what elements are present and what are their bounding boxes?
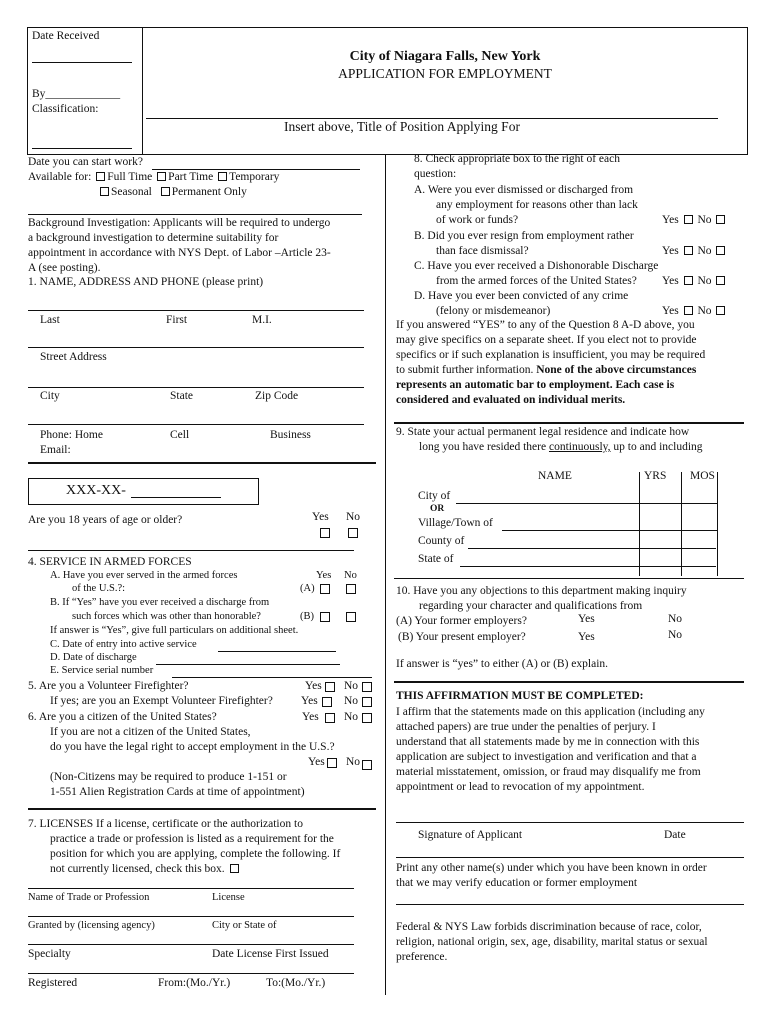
q6c-yes-checkbox[interactable] [327, 758, 337, 768]
background-line-3: appointment in accordance with NYS Dept. of Labor –Article 23- [28, 247, 331, 259]
q8a-line-3: of work or funds? [436, 214, 519, 226]
village-label: Village/Town of [418, 517, 493, 529]
q7-line-2: practice a trade or profession is listed as a requirement for the [50, 833, 334, 845]
full-time-label: Full Time [107, 171, 153, 183]
q6c-no-checkbox[interactable] [362, 760, 372, 770]
q8c-yes-checkbox[interactable] [684, 276, 693, 285]
q5b-no-checkbox[interactable] [362, 697, 372, 707]
name-line[interactable] [28, 310, 364, 311]
background-line-4: A (see posting). [28, 262, 101, 274]
q5b-yes-label: Yes [301, 695, 318, 707]
city-of-label: City of [418, 490, 451, 502]
other-names-line-1: Print any other name(s) under which you have been known in order [396, 862, 707, 874]
permanent-only-label: Permanent Only [171, 186, 247, 198]
affirmation-line-5: material misstatement, omission, or fraud may disqualify me from [396, 766, 701, 778]
title-box [142, 27, 748, 155]
start-date-field[interactable] [152, 169, 360, 170]
q4a-line-2: of the U.S.?: [72, 583, 126, 594]
temporary-checkbox[interactable] [218, 172, 227, 181]
q8b-no-checkbox[interactable] [716, 246, 725, 255]
street-line[interactable] [28, 347, 364, 348]
affirmation-line-1: I affirm that the statements made on this application (including any [396, 706, 705, 718]
q8a-answer [662, 214, 727, 226]
q6c-no-label: No [346, 756, 361, 768]
county-field[interactable] [468, 548, 716, 549]
q8b-line-1: B. Did you ever resign from employment rather [414, 230, 634, 242]
city-line[interactable] [28, 387, 364, 388]
residence-name-header: NAME [538, 470, 572, 482]
q4c-label: C. Date of entry into active service [50, 639, 197, 650]
other-names-field[interactable] [396, 904, 744, 905]
zip-label: Zip Code [255, 390, 299, 402]
q5-question: 5. Are you a Volunteer Firefighter? [28, 680, 189, 692]
village-field[interactable] [502, 530, 718, 531]
or-label: OR [430, 504, 445, 514]
q4b-tag: (B) [300, 611, 314, 622]
street-label: Street Address [40, 351, 107, 363]
last-label: Last [40, 314, 60, 326]
section-1-heading: 1. NAME, ADDRESS AND PHONE (please print) [28, 276, 264, 288]
mi-label: M.I. [252, 314, 272, 326]
state-of-label: State of [418, 553, 454, 565]
q8a-yes-label: Yes [662, 214, 679, 226]
granted-label: Granted by (licensing agency) [28, 920, 155, 931]
q4a-no-label: No [344, 570, 357, 581]
q7-line-4-text: not currently licensed, check this box. [50, 863, 225, 875]
q8c-line-2: from the armed forces of the United States? [436, 275, 637, 287]
availability-row [28, 171, 279, 183]
granted-line[interactable] [28, 916, 354, 917]
q8-note-4 [396, 364, 696, 376]
registered-line[interactable] [28, 973, 354, 974]
section-4-heading: 4. SERVICE IN ARMED FORCES [28, 556, 192, 568]
q10-line-1: 10. Have you any objections to this department making inquiry [396, 585, 687, 597]
q5-yes-label: Yes [305, 680, 322, 692]
q8-intro-2: question: [414, 168, 457, 180]
q8b-no-label: No [697, 245, 712, 257]
q8-note-4-text: to submit further information. [396, 364, 534, 376]
q5-yes-checkbox[interactable] [325, 682, 335, 692]
section-divider [394, 681, 744, 683]
seasonal-checkbox[interactable] [100, 187, 109, 196]
cell-label: Cell [170, 429, 190, 441]
table-right-edge [717, 472, 718, 576]
license-label: License [212, 892, 245, 903]
q8b-yes-label: Yes [662, 245, 679, 257]
city-state-label: City or State of [212, 920, 277, 931]
affirmation-title: THIS AFFIRMATION MUST BE COMPLETED: [396, 690, 644, 702]
divider [28, 214, 362, 215]
q8b-line-2: than face dismissal? [436, 245, 529, 257]
q8a-no-checkbox[interactable] [716, 215, 725, 224]
q8-note-1: If you answered “YES” to any of the Question 8 A-D above, you [396, 319, 695, 331]
q8c-no-label: No [697, 275, 712, 287]
date-received-label: Date Received [32, 30, 100, 42]
q5-no-checkbox[interactable] [362, 682, 372, 692]
q8d-no-checkbox[interactable] [716, 306, 725, 315]
from-label: From:(Mo./Yr.) [158, 977, 231, 989]
q10-former-yes[interactable]: Yes [578, 613, 595, 625]
q6-question: 6. Are you a citizen of the United States? [28, 711, 217, 723]
ssn-box[interactable] [28, 478, 259, 505]
federal-line-1: Federal & NYS Law forbids discrimination because of race, color, [396, 921, 702, 933]
ssn-field[interactable] [131, 497, 221, 498]
date-received-line[interactable] [32, 62, 132, 63]
divider [394, 578, 744, 579]
yrs-column-divider [639, 472, 640, 576]
email-label: Email: [40, 444, 71, 456]
trade-label: Name of Trade or Profession [28, 892, 150, 903]
form-title: APPLICATION FOR EMPLOYMENT [338, 66, 552, 81]
q6e-text: 1-551 Alien Registration Cards at time of appointment) [50, 786, 305, 798]
city-name: City of Niagara Falls, New York [349, 49, 541, 64]
q4d-field[interactable] [156, 664, 340, 665]
q8c-no-checkbox[interactable] [716, 276, 725, 285]
q9-tail: up to and including [613, 441, 703, 453]
other-names-line-2: that we may verify education or former employment [396, 877, 638, 889]
q4b-no-checkbox[interactable] [346, 612, 356, 622]
q5-no-label: No [344, 680, 359, 692]
q8-bold-2: represents an automatic bar to employment. Each case is [396, 379, 675, 391]
q6d-text: (Non-Citizens may be required to produce 1-151 or [50, 771, 287, 783]
q9-text: long you have resided there [419, 441, 547, 453]
business-label: Business [270, 429, 311, 441]
city-label: City [40, 390, 60, 402]
q10-present-no[interactable]: No [668, 629, 683, 641]
availability-row-2 [98, 186, 247, 198]
q4a-yes-checkbox[interactable] [320, 584, 330, 594]
residence-yrs-header: YRS [644, 470, 667, 482]
q7-line-1: 7. LICENSES If a license, certificate or the authorization to [28, 818, 303, 830]
q8c-yes-label: Yes [662, 275, 679, 287]
q8b-answer [662, 245, 727, 257]
affirmation-line-6: appointment or lead to revocation of my appointment. [396, 781, 645, 793]
classification-line[interactable] [32, 148, 132, 149]
q4b-line-2: such forces which was other than honorable? [72, 611, 261, 622]
permanent-only-checkbox[interactable] [161, 187, 170, 196]
affirmation-line-3: understand that all statements made by me in connection with this [396, 736, 700, 748]
registered-label: Registered [28, 977, 78, 989]
section-divider [394, 422, 744, 424]
age-no-checkbox[interactable] [348, 528, 358, 538]
q10-present-label: (B) Your present employer? [398, 631, 526, 643]
q6-yes-label: Yes [302, 711, 319, 723]
residence-mos-header: MOS [690, 470, 715, 482]
date-first-label: Date License First Issued [212, 948, 329, 960]
city-of-field[interactable] [456, 503, 718, 504]
q8d-line-2: (felony or misdemeanor) [436, 305, 551, 317]
q6-no-checkbox[interactable] [362, 713, 372, 723]
q7-line-4 [50, 863, 241, 875]
affirmation-line-2: attached papers) are true under the penalties of perjury. I [396, 721, 656, 733]
q8a-no-label: No [697, 214, 712, 226]
q6-yes-checkbox[interactable] [325, 713, 335, 723]
q6-no-label: No [344, 711, 359, 723]
q8c-line-1: C. Have you ever received a Dishonorable Discharge [414, 260, 659, 272]
q5b-no-label: No [344, 695, 359, 707]
q8a-yes-checkbox[interactable] [684, 215, 693, 224]
q8a-line-1: A. Were you ever dismissed or discharged from [414, 184, 634, 196]
background-line-1: Background Investigation: Applicants will be required to undergo [28, 217, 331, 229]
q8-bold-1: None of the above circumstances [536, 364, 697, 376]
divider [28, 550, 354, 551]
q6b-text: If you are not a citizen of the United States, [50, 726, 251, 738]
signature-line[interactable] [396, 822, 744, 823]
q9-continuously: continuously, [548, 441, 611, 453]
q4b-line-1: B. If “Yes” have you ever received a discharge from [50, 597, 270, 608]
q10-former-label: (A) Your former employers? [396, 615, 527, 627]
q4a-yes-label: Yes [316, 570, 332, 581]
q8a-line-2: any employment for reasons other than lack [436, 199, 638, 211]
specialty-label: Specialty [28, 948, 71, 960]
federal-line-3: preference. [396, 951, 448, 963]
q6c-text: do you have the legal right to accept employment in the U.S.? [50, 741, 335, 753]
county-label: County of [418, 535, 465, 547]
divider [396, 857, 744, 858]
q8-bold-3: considered and evaluated on individual merits. [396, 394, 626, 406]
q4c-field[interactable] [218, 651, 336, 652]
part-time-checkbox[interactable] [157, 172, 166, 181]
start-date-label: Date you can start work? [28, 156, 143, 168]
q9-line-1: 9. State your actual permanent legal residence and indicate how [396, 426, 690, 438]
date-label: Date [664, 829, 686, 841]
q6c-yes-label: Yes [308, 756, 325, 768]
q4e-field[interactable] [172, 677, 372, 678]
state-label: State [170, 390, 193, 402]
trade-line[interactable] [28, 888, 354, 889]
q5b-question: If yes; are you an Exempt Volunteer Firefighter? [50, 695, 273, 707]
q10-former-no[interactable]: No [668, 613, 683, 625]
q5b-yes-checkbox[interactable] [322, 697, 332, 707]
available-for-label: Available for: [28, 171, 92, 183]
phone-line[interactable] [28, 424, 364, 425]
age-question: Are you 18 years of age or older? [28, 514, 183, 526]
seasonal-label: Seasonal [111, 186, 152, 198]
state-of-field[interactable] [460, 566, 716, 567]
q10-note: If answer is “yes” to either (A) or (B) explain. [396, 658, 609, 670]
q8d-line-1: D. Have you ever been convicted of any crime [414, 290, 629, 302]
affirmation-line-4: application are subject to investigation and verification and that a [396, 751, 697, 763]
not-licensed-checkbox[interactable] [230, 864, 239, 873]
age-no-label: No [346, 511, 361, 523]
full-time-checkbox[interactable] [96, 172, 105, 181]
q4d-label: D. Date of discharge [50, 652, 137, 663]
q8d-yes-label: Yes [662, 305, 679, 317]
federal-line-2: religion, national origin, sex, age, disability, marital status or sexual [396, 936, 708, 948]
q10-line-2: regarding your character and qualifications from [419, 600, 643, 612]
signature-label: Signature of Applicant [418, 829, 523, 841]
classification-label: Classification: [32, 103, 99, 115]
background-line-2: a background investigation to determine suitability for [28, 232, 279, 244]
start-date-question [28, 156, 143, 168]
q8d-answer [662, 305, 727, 317]
q4-note: If answer is “Yes”, give full particulars on additional sheet. [50, 625, 299, 636]
q4a-no-checkbox[interactable] [346, 584, 356, 594]
temporary-label: Temporary [229, 171, 280, 183]
by-label: By_____________ [32, 88, 121, 100]
q9-line-2 [419, 441, 703, 453]
q10-present-yes[interactable]: Yes [578, 631, 595, 643]
section-divider [28, 808, 376, 810]
q8c-answer [662, 275, 727, 287]
q4a-line-1: A. Have you ever served in the armed forces [50, 570, 238, 581]
q8-intro: 8. Check appropriate box to the right of each [414, 153, 620, 165]
age-yes-checkbox[interactable] [320, 528, 330, 538]
q4e-label: E. Service serial number [50, 665, 154, 676]
q8-note-2: may give specifics on a separate sheet. If you elect not to provide [396, 334, 697, 346]
q4b-yes-checkbox[interactable] [320, 612, 330, 622]
age-yes-label: Yes [312, 511, 329, 523]
mos-column-divider [681, 472, 682, 576]
q4a-tag: (A) [300, 583, 315, 594]
part-time-label: Part Time [168, 171, 214, 183]
position-hint: Insert above, Title of Position Applying For [284, 119, 520, 134]
q7-line-3: position for which you are applying, complete the following. If [50, 848, 341, 860]
q8d-yes-checkbox[interactable] [684, 306, 693, 315]
phone-home-label: Phone: Home [40, 429, 103, 441]
column-divider [385, 155, 386, 995]
q8d-no-label: No [697, 305, 712, 317]
specialty-line[interactable] [28, 944, 354, 945]
to-label: To:(Mo./Yr.) [266, 977, 326, 989]
section-divider [28, 462, 376, 464]
by-text: By [32, 88, 46, 100]
q8b-yes-checkbox[interactable] [684, 246, 693, 255]
ssn-mask: XXX-XX- [66, 483, 126, 498]
first-label: First [166, 314, 188, 326]
q8-note-3: specifics or if such explanation is insufficient, you may be required [396, 349, 706, 361]
